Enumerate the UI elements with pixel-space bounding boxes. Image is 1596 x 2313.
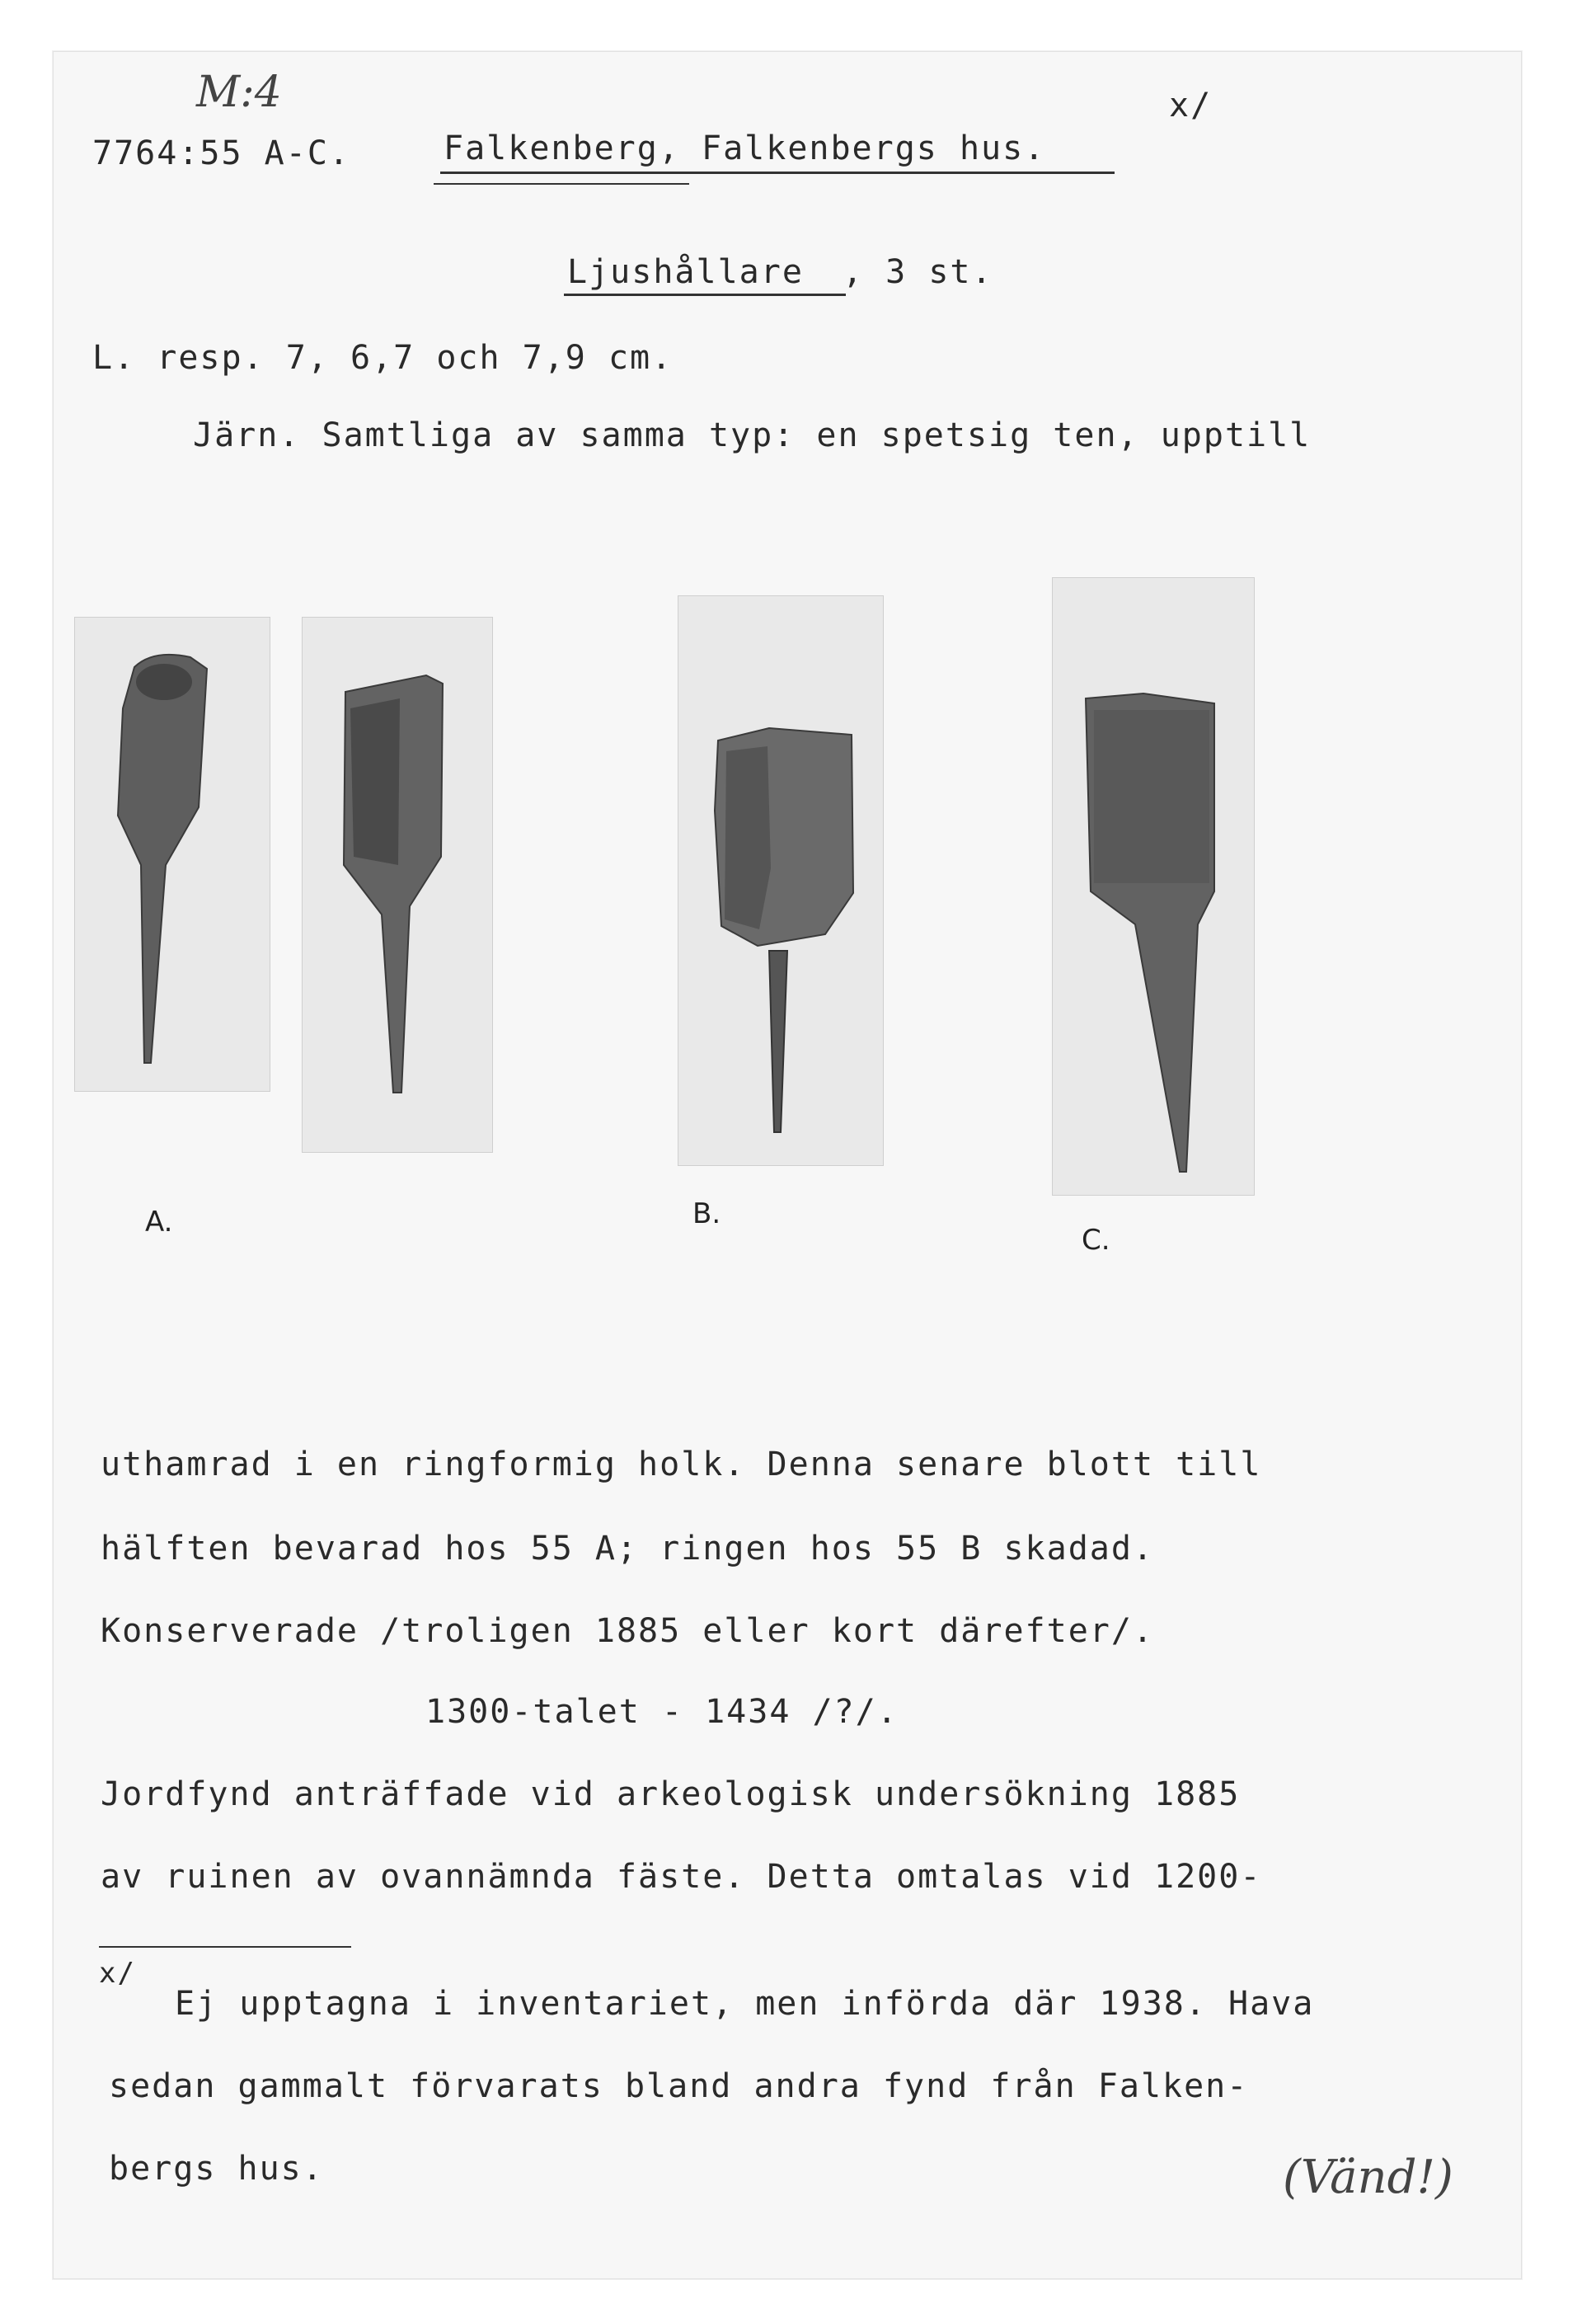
cont-line-4: 1300-talet - 1434 /?/. [425, 1693, 899, 1731]
id-mark: M:4 [196, 68, 282, 117]
photo-label-c: C. [1082, 1224, 1110, 1257]
turn-note: (Vänd!) [1283, 2151, 1453, 2204]
cont-line-6: av ruinen av ovannämnda fäste. Detta omtalas vid 1200- [101, 1858, 1262, 1896]
body-line-2: Järn. Samtliga av samma typ: en spetsig ten, upptill [193, 416, 1312, 454]
location-underline [440, 172, 1115, 174]
photo-c [1052, 577, 1255, 1196]
footnote-marker: x/ [99, 1957, 136, 1990]
footnote-line-3: bergs hus. [109, 2150, 324, 2188]
footnote-rule [99, 1946, 351, 1948]
corner-mark: x/ [1169, 87, 1213, 125]
footnote-line-1: Ej upptagna i inventariet, men införda där 1938. Hava [175, 1985, 1315, 2023]
photo-a1 [74, 617, 270, 1092]
object-title: Ljushållare [567, 253, 804, 291]
footnote-line-2: sedan gammalt förvarats bland andra fynd från Falken- [109, 2067, 1249, 2105]
photo-label-b: B. [692, 1197, 721, 1230]
cont-line-3: Konserverade /troligen 1885 eller kort därefter/. [101, 1612, 1155, 1650]
body-line-1: L. resp. 7, 6,7 och 7,9 cm. [92, 339, 674, 377]
object-count: , 3 st. [843, 253, 993, 291]
catalog-number: 7764:55 A-C. [92, 134, 350, 172]
cont-line-2: hälften bevarad hos 55 A; ringen hos 55 B skadad. [101, 1530, 1155, 1568]
cont-line-5: Jordfynd anträffade vid arkeologisk undersökning 1885 [101, 1775, 1241, 1813]
location-underline-short [434, 183, 689, 185]
photo-label-a: A. [145, 1206, 173, 1239]
location-title: Falkenberg, Falkenbergs hus. [444, 129, 1046, 167]
cont-line-1: uthamrad i en ringformig holk. Denna senare blott till [101, 1446, 1262, 1483]
photo-b [678, 595, 884, 1166]
photo-a2 [302, 617, 493, 1153]
object-title-underline [564, 294, 846, 296]
